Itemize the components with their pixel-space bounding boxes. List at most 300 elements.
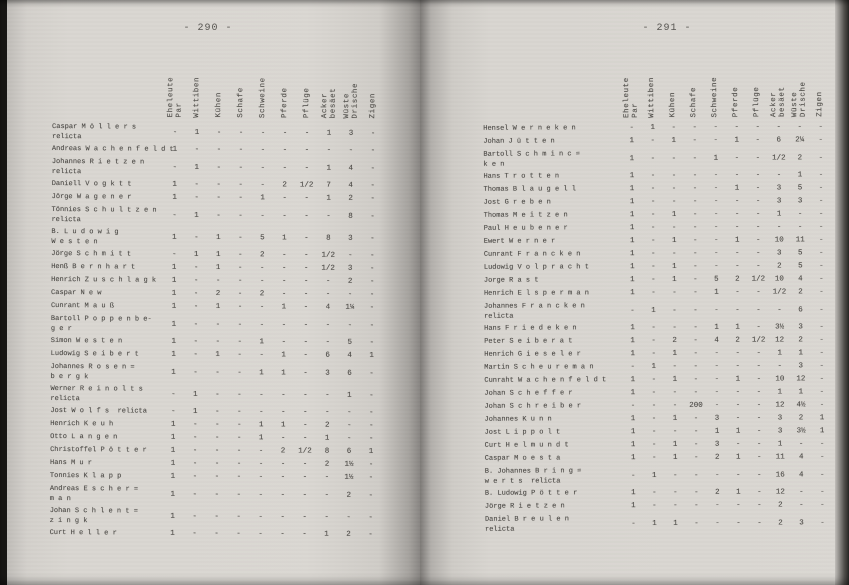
cell-value: - — [715, 501, 720, 511]
cell-value: - — [325, 408, 330, 417]
cell-value: 3 — [714, 440, 720, 450]
person-name: Curt H e l l e r — [49, 529, 117, 538]
cell-value: - — [281, 338, 287, 347]
cell-value: 1 — [672, 454, 678, 463]
cell-value: - — [672, 306, 677, 315]
cell-value: - — [776, 171, 782, 180]
cell-value: - — [303, 369, 308, 378]
cell-value: - — [819, 323, 824, 332]
cell-value: - — [672, 250, 677, 259]
cell-value: 1 — [170, 472, 176, 481]
cell-value: 1 — [193, 390, 198, 399]
cell-value: 1 — [281, 351, 286, 360]
cell-value: - — [630, 471, 636, 480]
cell-value: 1 — [280, 421, 286, 430]
table-row — [484, 210, 832, 222]
table-row — [50, 459, 382, 471]
cell-value: 3 — [348, 234, 353, 243]
person-name: Curt H e l m u n d t — [484, 441, 569, 451]
cell-value: 10 — [775, 375, 785, 384]
person-name: Werner R e i n o l t s relicta — [50, 384, 143, 403]
cell-value: - — [259, 351, 264, 360]
cell-value: - — [304, 234, 309, 243]
cell-value: 12 — [775, 488, 785, 497]
person-name: Otto L a n g e n — [50, 433, 118, 442]
cell-value: - — [713, 184, 719, 194]
cell-value: 3 — [799, 519, 804, 528]
cell-value: - — [651, 337, 656, 346]
cell-value: - — [325, 290, 331, 299]
table-row — [484, 362, 832, 374]
cell-value: - — [258, 473, 264, 482]
column-header: Pferde — [280, 87, 290, 119]
cell-value: 2 — [798, 336, 803, 345]
cell-value: - — [693, 289, 698, 298]
table-row — [52, 145, 384, 157]
cell-value: - — [237, 251, 243, 260]
person-name: Thomas B l a u g e l l — [483, 185, 576, 195]
cell-value: 3 — [325, 369, 330, 378]
table-row — [51, 337, 383, 349]
cell-value: 1 — [777, 388, 783, 397]
cell-value: - — [630, 306, 635, 315]
cell-value: 3 — [714, 414, 720, 424]
cell-value: - — [193, 277, 199, 286]
cell-value: - — [734, 123, 740, 132]
person-name: Johannes K u n n — [484, 415, 552, 425]
cell-value: 1 — [734, 136, 740, 145]
cell-value: - — [672, 471, 678, 480]
cell-value: 8 — [326, 234, 331, 243]
cell-value: 1 — [260, 194, 265, 203]
cell-value: - — [214, 434, 220, 443]
cell-value: 2 — [714, 453, 720, 463]
cell-value: - — [347, 409, 352, 418]
cell-value: 1 — [735, 323, 740, 332]
cell-value: - — [215, 338, 221, 347]
cell-value: 1 — [630, 276, 635, 285]
cell-value: - — [693, 376, 699, 385]
cell-value: 1 — [193, 408, 198, 417]
cell-value: - — [713, 236, 719, 246]
cell-value: 1 — [629, 198, 635, 207]
cell-value: - — [236, 512, 241, 521]
cell-value: - — [260, 164, 266, 173]
column-header: Schafe — [236, 87, 246, 119]
cell-value: - — [258, 491, 264, 500]
cell-value: 1 — [672, 415, 678, 424]
cell-value: - — [819, 349, 825, 358]
person-name: Ludowig S e i b e r t — [50, 350, 139, 359]
cell-value: - — [238, 163, 244, 172]
person-name: Johannes R i e t z e n relicta — [51, 157, 145, 176]
cell-value: - — [820, 488, 825, 497]
cell-value: 2 — [259, 251, 265, 260]
census-table-291 — [483, 57, 833, 538]
cell-value: - — [693, 428, 699, 437]
cell-value: 1 — [259, 369, 264, 378]
cell-value: - — [280, 491, 286, 500]
column-header: Pflüge — [753, 86, 762, 118]
cell-value: - — [735, 306, 740, 315]
table-row — [484, 336, 832, 348]
page-291 — [420, 0, 835, 585]
column-header: Wittiben — [192, 77, 202, 118]
cell-value: 12 — [775, 336, 785, 345]
cell-value: - — [236, 447, 242, 456]
person-name: B. Johannes B r i n g = w e r t s relicta — [484, 467, 582, 486]
cell-value: - — [370, 195, 375, 204]
cell-value: - — [192, 473, 198, 482]
cell-value: - — [693, 350, 699, 359]
cell-value: - — [192, 490, 198, 499]
cell-value: - — [171, 250, 177, 260]
cell-value: - — [672, 402, 678, 411]
cell-value: - — [215, 277, 221, 286]
cell-value: 1 — [714, 427, 720, 437]
cell-value: - — [755, 236, 761, 245]
table-row — [51, 289, 383, 301]
cell-value: 7 — [326, 181, 331, 190]
cell-value: - — [303, 277, 309, 286]
table-row — [484, 301, 832, 322]
cell-value: - — [238, 146, 244, 155]
cell-value: - — [368, 474, 374, 483]
cell-value: - — [259, 264, 265, 273]
table-row — [50, 420, 382, 432]
cell-value: - — [755, 171, 761, 180]
column-header: Wittiben — [648, 77, 657, 119]
cell-value: 1 — [326, 129, 332, 138]
cell-value: - — [214, 512, 219, 521]
cell-value: 1/2 — [772, 154, 786, 163]
cell-value: 1 — [171, 263, 177, 273]
cell-value: - — [652, 489, 657, 498]
cell-value: 1/2 — [321, 264, 335, 273]
cell-value: - — [216, 181, 221, 190]
cell-value: 2 — [215, 290, 221, 299]
table-header-row — [483, 57, 831, 119]
cell-value: 3 — [777, 427, 783, 436]
cell-value: - — [820, 519, 825, 528]
person-name: Jost G r e b e n — [483, 198, 551, 208]
cell-value: - — [714, 349, 720, 359]
cell-value: 1 — [629, 211, 635, 220]
person-name: Johan S c h r e i b e r — [484, 402, 582, 412]
cell-value: - — [281, 264, 287, 273]
cell-value: - — [819, 440, 825, 449]
cell-value: 2 — [348, 195, 353, 204]
cell-value: 1 — [630, 250, 635, 259]
cell-value: 1 — [630, 289, 635, 298]
table-row — [52, 193, 384, 205]
cell-value: - — [304, 129, 310, 138]
cell-value: - — [714, 306, 719, 315]
cell-value: - — [346, 513, 351, 522]
cell-value: - — [259, 277, 265, 286]
cell-value: - — [192, 530, 197, 539]
cell-value: - — [237, 368, 242, 377]
cell-value: 6 — [798, 306, 803, 315]
cell-value: 1 — [736, 488, 741, 497]
cell-value: - — [755, 210, 761, 219]
cell-value: 8 — [324, 447, 330, 456]
cell-value: - — [692, 154, 698, 163]
cell-value: - — [369, 369, 374, 378]
cell-value: 10 — [774, 275, 784, 284]
cell-value: 1 — [281, 303, 287, 312]
cell-value: - — [631, 519, 636, 528]
table-row — [485, 440, 833, 452]
cell-value: 2 — [715, 488, 720, 498]
cell-value: - — [304, 194, 309, 203]
cell-value: - — [650, 211, 656, 220]
cell-value: - — [713, 171, 719, 181]
table-row — [52, 158, 384, 179]
cell-value: - — [756, 453, 762, 462]
cell-value: 12 — [775, 401, 785, 410]
cell-value: - — [671, 172, 677, 181]
cell-value: - — [735, 349, 741, 358]
cell-value: - — [215, 368, 220, 377]
cell-value: - — [757, 519, 762, 528]
cell-value: - — [216, 146, 222, 155]
cell-value: - — [651, 441, 657, 450]
cell-value: - — [797, 210, 803, 219]
cell-value: - — [260, 129, 266, 138]
cell-value: - — [214, 460, 220, 469]
cell-value: - — [819, 453, 825, 462]
cell-value: - — [280, 473, 286, 482]
cell-value: 4 — [347, 352, 352, 361]
cell-value: - — [302, 530, 307, 539]
cell-value: - — [735, 262, 740, 271]
person-name: Jörge W a g e n e r — [51, 193, 132, 202]
cell-value: - — [630, 402, 636, 411]
column-header: Eheleute Par — [166, 76, 184, 118]
cell-value: - — [280, 530, 285, 539]
cell-value: - — [735, 471, 741, 480]
person-name: Jörge S c h m i t t — [51, 250, 132, 259]
person-name: Thomas M e i t z e n — [483, 211, 568, 221]
person-name: Jorge R a s t — [483, 276, 539, 286]
cell-value: - — [734, 197, 740, 206]
cell-value: 1 — [776, 210, 782, 219]
cell-value: - — [735, 401, 741, 410]
cell-value: 5 — [347, 339, 353, 348]
cell-value: 1 — [630, 350, 636, 359]
cell-value: - — [777, 362, 783, 371]
cell-value: - — [237, 290, 243, 299]
cell-value: 1 — [171, 289, 177, 299]
cell-value: 5 — [797, 184, 803, 193]
table-row — [52, 180, 384, 192]
cell-value: - — [304, 146, 310, 155]
cell-value: 1 — [171, 350, 176, 359]
cell-value: - — [757, 501, 762, 510]
cell-value: - — [324, 513, 329, 522]
cell-value: - — [259, 391, 264, 400]
cell-value: - — [260, 146, 266, 155]
cell-value: 1 — [671, 237, 677, 246]
table-row — [51, 315, 383, 336]
cell-value: 1 — [170, 512, 175, 521]
cell-value: - — [214, 473, 220, 482]
person-name: Cunrant F r a n c k e n — [483, 250, 581, 260]
cell-value: - — [713, 223, 719, 233]
cell-value: - — [799, 501, 804, 510]
cell-value: 1 — [170, 446, 176, 455]
cell-value: - — [798, 440, 804, 449]
cell-value: - — [651, 376, 657, 385]
cell-value: 8 — [348, 212, 353, 221]
cell-value: 4 — [348, 164, 354, 173]
cell-value: - — [818, 154, 824, 163]
cell-value: - — [735, 414, 741, 423]
cell-value: - — [368, 461, 374, 470]
cell-value: - — [818, 236, 824, 245]
cell-value: - — [756, 414, 762, 423]
cell-value: 1 — [629, 172, 635, 181]
cell-value: - — [238, 233, 243, 242]
cell-value: 5 — [260, 234, 265, 243]
table-row — [484, 262, 832, 274]
cell-value: 1 — [671, 137, 677, 146]
person-name: Simon W e s t e n — [50, 337, 123, 346]
table-row — [51, 250, 383, 262]
cell-value: - — [713, 197, 719, 207]
table-row — [483, 171, 831, 183]
cell-value: - — [237, 303, 243, 312]
cell-value: 2 — [798, 288, 803, 297]
cell-value: 1 — [326, 194, 331, 203]
cell-value: 1 — [651, 471, 657, 480]
cell-value: - — [756, 323, 761, 332]
cell-value: - — [282, 212, 287, 221]
cell-value: - — [650, 185, 656, 194]
cell-value: 1 — [629, 224, 635, 233]
cell-value: - — [651, 428, 657, 437]
cell-value: - — [756, 288, 761, 297]
person-name: Ewert W e r n e r — [483, 237, 556, 247]
cell-value: - — [238, 128, 244, 137]
cell-value: - — [693, 415, 699, 424]
cell-value: - — [818, 136, 824, 145]
person-name: Hensel W e r n e k e n — [483, 124, 576, 134]
cell-value: 1 — [629, 154, 635, 163]
person-name: Daniell V o g k t t — [51, 180, 132, 189]
cell-value: - — [673, 502, 678, 511]
cell-value: 1 — [630, 389, 636, 398]
cell-value: 1/2 — [772, 288, 787, 297]
cell-value: 1/2 — [751, 336, 766, 345]
person-name: Christoffel P ö t t e r — [50, 446, 147, 455]
table-row — [50, 407, 382, 419]
cell-value: - — [714, 262, 719, 272]
cell-value: - — [192, 447, 198, 456]
cell-value: 3 — [777, 249, 782, 258]
cell-value: - — [237, 320, 243, 329]
cell-value: - — [258, 460, 264, 469]
cell-value: 6 — [776, 136, 782, 145]
cell-value: 3 — [798, 323, 803, 332]
cell-value: - — [193, 368, 198, 377]
cell-value: - — [651, 263, 656, 272]
table-row — [484, 349, 832, 361]
cell-value: 3 — [797, 197, 803, 206]
cell-value: - — [302, 460, 308, 469]
cell-value: - — [280, 513, 285, 522]
cell-value: - — [672, 428, 678, 437]
column-header: Pflüge — [302, 87, 312, 119]
cell-value: - — [693, 324, 698, 333]
cell-value: - — [671, 124, 677, 133]
cell-value: - — [192, 421, 198, 430]
cell-value: - — [236, 490, 242, 499]
cell-value: - — [236, 434, 242, 443]
cell-value: 1 — [735, 375, 741, 384]
person-name: Henrich E l s p e r m a n — [483, 289, 590, 299]
cell-value: 1 — [671, 211, 677, 220]
cell-value: - — [171, 390, 176, 399]
cell-value: - — [369, 304, 375, 313]
table-row — [51, 206, 383, 227]
person-name: Jost W o l f s relicta — [50, 407, 147, 416]
cell-value: - — [302, 421, 308, 430]
cell-value: - — [797, 123, 803, 132]
cell-value: 1 — [324, 530, 329, 539]
cell-value: 1 — [798, 388, 804, 397]
cell-value: 1 — [672, 263, 677, 272]
cell-value: - — [819, 275, 824, 284]
cell-value: - — [756, 249, 761, 258]
cell-value: - — [693, 389, 699, 398]
cell-value: - — [238, 194, 243, 203]
cell-value: 2 — [798, 414, 804, 423]
cell-value: - — [755, 197, 761, 206]
person-name: Daniel B r e u l e n relicta — [484, 515, 570, 534]
cell-value: 1 — [630, 428, 636, 437]
column-header: Acker besäet — [770, 86, 787, 118]
cell-value: 1 — [777, 440, 783, 449]
cell-value: 1 — [215, 251, 221, 260]
cell-value: - — [735, 440, 741, 449]
cell-value: - — [735, 388, 741, 397]
cell-value: - — [259, 321, 265, 330]
cell-value: - — [216, 194, 221, 203]
cell-value: 2 — [324, 460, 330, 469]
column-header: Wüste Drische — [791, 81, 808, 118]
cell-value: - — [237, 390, 242, 399]
cell-value: - — [236, 530, 241, 539]
cell-value: 1 — [630, 337, 635, 346]
cell-value: - — [756, 349, 762, 358]
cell-value: - — [776, 123, 782, 132]
cell-value: 1½ — [344, 474, 354, 483]
cell-value: 1 — [258, 434, 264, 443]
cell-value: 1 — [194, 128, 200, 137]
cell-value: - — [281, 290, 287, 299]
cell-value: - — [755, 136, 761, 145]
cell-value: - — [258, 513, 263, 522]
cell-value: 1 — [324, 434, 330, 443]
table-row — [483, 136, 831, 148]
table-row — [485, 427, 833, 439]
cell-value: - — [260, 212, 265, 221]
cell-value: - — [819, 288, 824, 297]
cell-value: - — [282, 164, 288, 173]
name-column-spacer — [483, 118, 621, 119]
